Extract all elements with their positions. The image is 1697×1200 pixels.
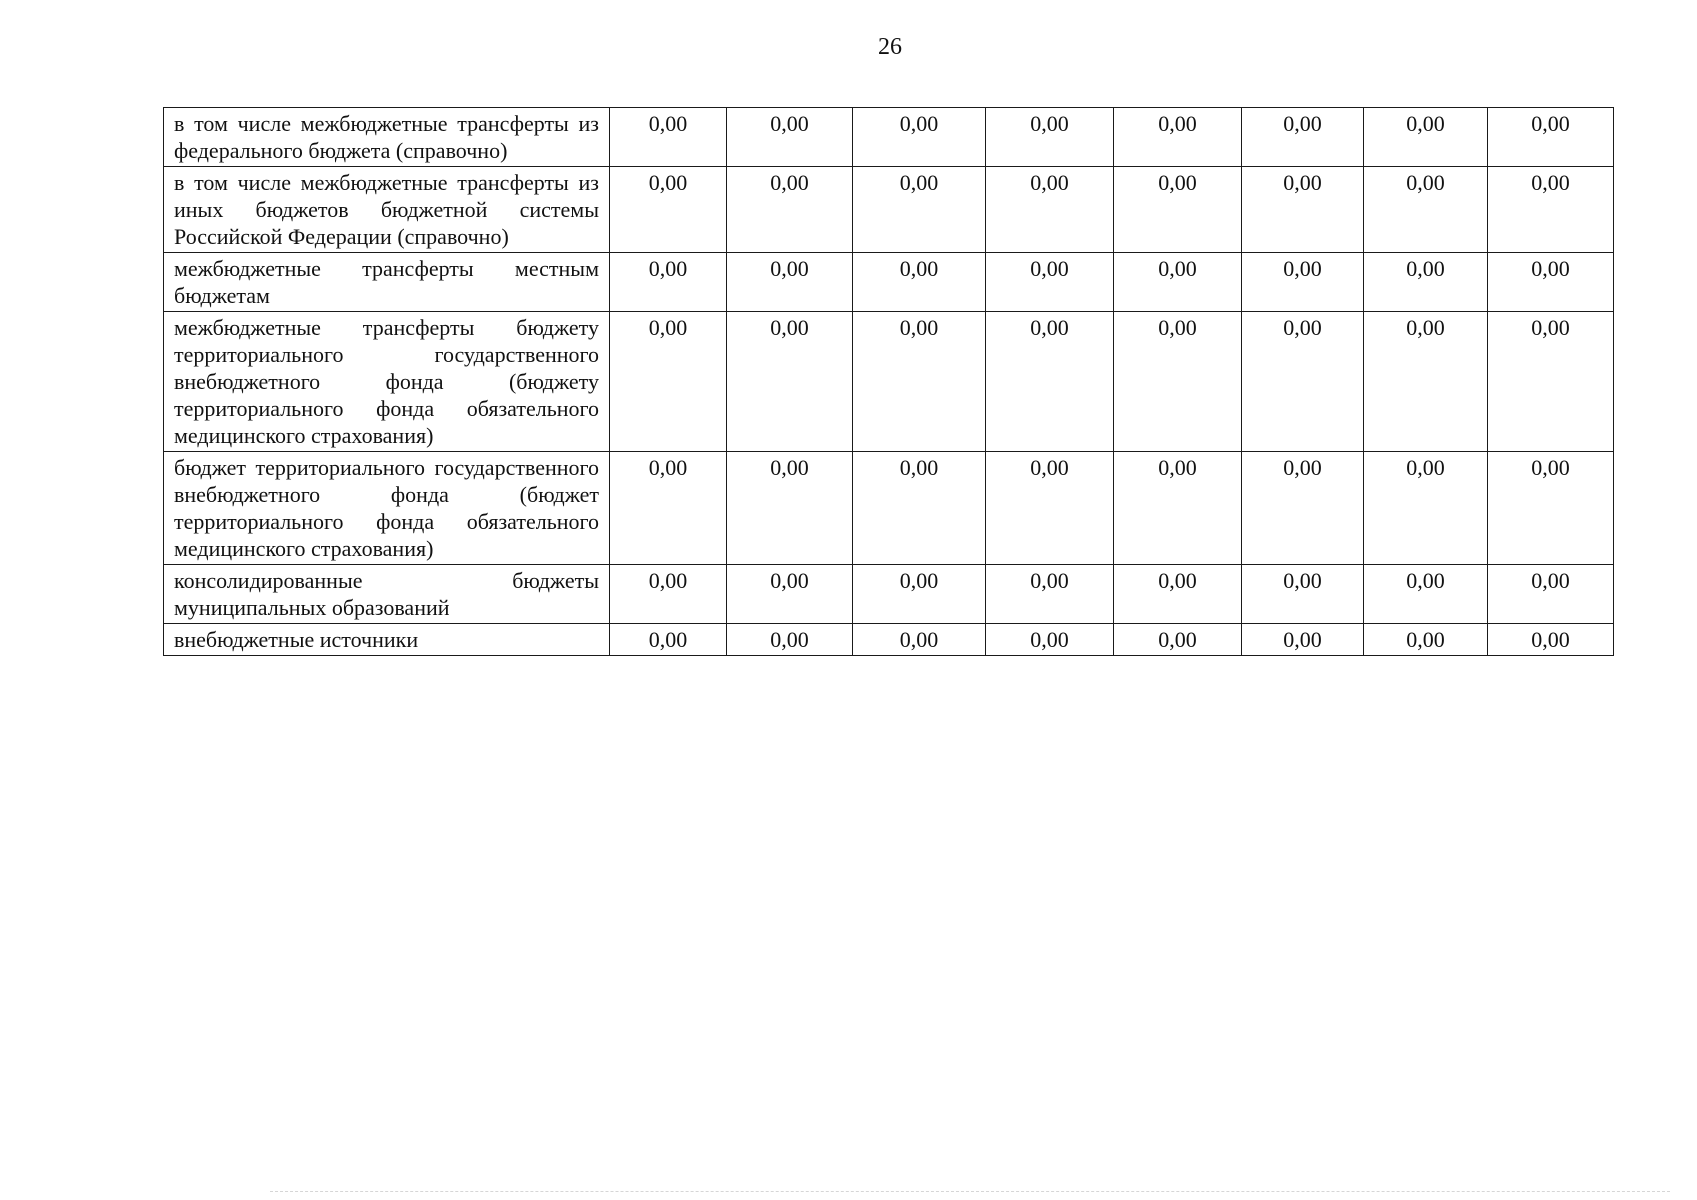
cell-value: 0,00 — [1242, 312, 1364, 452]
cell-value: 0,00 — [986, 108, 1114, 167]
cell-value: 0,00 — [727, 253, 853, 312]
table-row — [164, 624, 1614, 656]
row-label: межбюджетные трансферты бюджету территориального государственного внебюджетного фонда (бюджету территориального фонда обязательного медицинского страхования) — [164, 312, 610, 452]
cell-value: 0,00 — [1114, 565, 1242, 624]
cell-value: 0,00 — [853, 108, 986, 167]
page-number: 26 — [878, 34, 902, 60]
cell-value: 0,00 — [853, 253, 986, 312]
table-row — [164, 253, 1614, 312]
cell-value: 0,00 — [986, 253, 1114, 312]
cell-value: 0,00 — [1364, 108, 1488, 167]
cell-value: 0,00 — [610, 624, 727, 656]
cell-value: 0,00 — [1488, 565, 1614, 624]
cell-value: 0,00 — [1488, 624, 1614, 656]
scan-artifact-divider — [270, 1191, 1670, 1192]
cell-value: 0,00 — [853, 452, 986, 565]
cell-value: 0,00 — [610, 565, 727, 624]
budget-table-body — [164, 108, 1614, 656]
cell-value: 0,00 — [727, 452, 853, 565]
cell-value: 0,00 — [1364, 167, 1488, 253]
cell-value: 0,00 — [1364, 253, 1488, 312]
cell-value: 0,00 — [727, 108, 853, 167]
cell-value: 0,00 — [727, 167, 853, 253]
table-row — [164, 312, 1614, 452]
cell-value: 0,00 — [1242, 624, 1364, 656]
row-label: межбюджетные трансферты местным бюджетам — [164, 253, 610, 312]
cell-value: 0,00 — [610, 312, 727, 452]
cell-value: 0,00 — [1364, 452, 1488, 565]
cell-value: 0,00 — [1114, 167, 1242, 253]
cell-value: 0,00 — [1364, 624, 1488, 656]
cell-value: 0,00 — [1114, 452, 1242, 565]
cell-value: 0,00 — [853, 624, 986, 656]
row-label: в том числе межбюджетные трансферты из иных бюджетов бюджетной системы Российской Федерации (справочно) — [164, 167, 610, 253]
budget-table — [163, 107, 1614, 656]
cell-value: 0,00 — [1364, 565, 1488, 624]
cell-value: 0,00 — [986, 565, 1114, 624]
cell-value: 0,00 — [1114, 253, 1242, 312]
cell-value: 0,00 — [986, 452, 1114, 565]
cell-value: 0,00 — [610, 167, 727, 253]
cell-value: 0,00 — [986, 167, 1114, 253]
cell-value: 0,00 — [1364, 312, 1488, 452]
row-label: в том числе межбюджетные трансферты из федерального бюджета (справочно) — [164, 108, 610, 167]
cell-value: 0,00 — [1114, 624, 1242, 656]
table-row — [164, 452, 1614, 565]
cell-value: 0,00 — [1114, 108, 1242, 167]
row-label: внебюджетные источники — [164, 624, 610, 656]
cell-value: 0,00 — [610, 253, 727, 312]
cell-value: 0,00 — [1488, 167, 1614, 253]
cell-value: 0,00 — [1488, 108, 1614, 167]
cell-value: 0,00 — [610, 452, 727, 565]
cell-value: 0,00 — [986, 624, 1114, 656]
row-label: бюджет территориального государственного внебюджетного фонда (бюджет территориального фонда обязательного медицинского страхования) — [164, 452, 610, 565]
row-label: консолидированные бюджеты муниципальных образований — [164, 565, 610, 624]
cell-value: 0,00 — [1242, 452, 1364, 565]
cell-value: 0,00 — [853, 167, 986, 253]
cell-value: 0,00 — [853, 312, 986, 452]
cell-value: 0,00 — [1488, 253, 1614, 312]
cell-value: 0,00 — [1242, 565, 1364, 624]
cell-value: 0,00 — [727, 312, 853, 452]
table-row — [164, 108, 1614, 167]
cell-value: 0,00 — [610, 108, 727, 167]
cell-value: 0,00 — [1488, 312, 1614, 452]
cell-value: 0,00 — [727, 624, 853, 656]
cell-value: 0,00 — [1242, 253, 1364, 312]
cell-value: 0,00 — [727, 565, 853, 624]
table-row — [164, 565, 1614, 624]
table-row — [164, 167, 1614, 253]
cell-value: 0,00 — [1488, 452, 1614, 565]
cell-value: 0,00 — [1114, 312, 1242, 452]
cell-value: 0,00 — [1242, 167, 1364, 253]
cell-value: 0,00 — [1242, 108, 1364, 167]
cell-value: 0,00 — [853, 565, 986, 624]
cell-value: 0,00 — [986, 312, 1114, 452]
